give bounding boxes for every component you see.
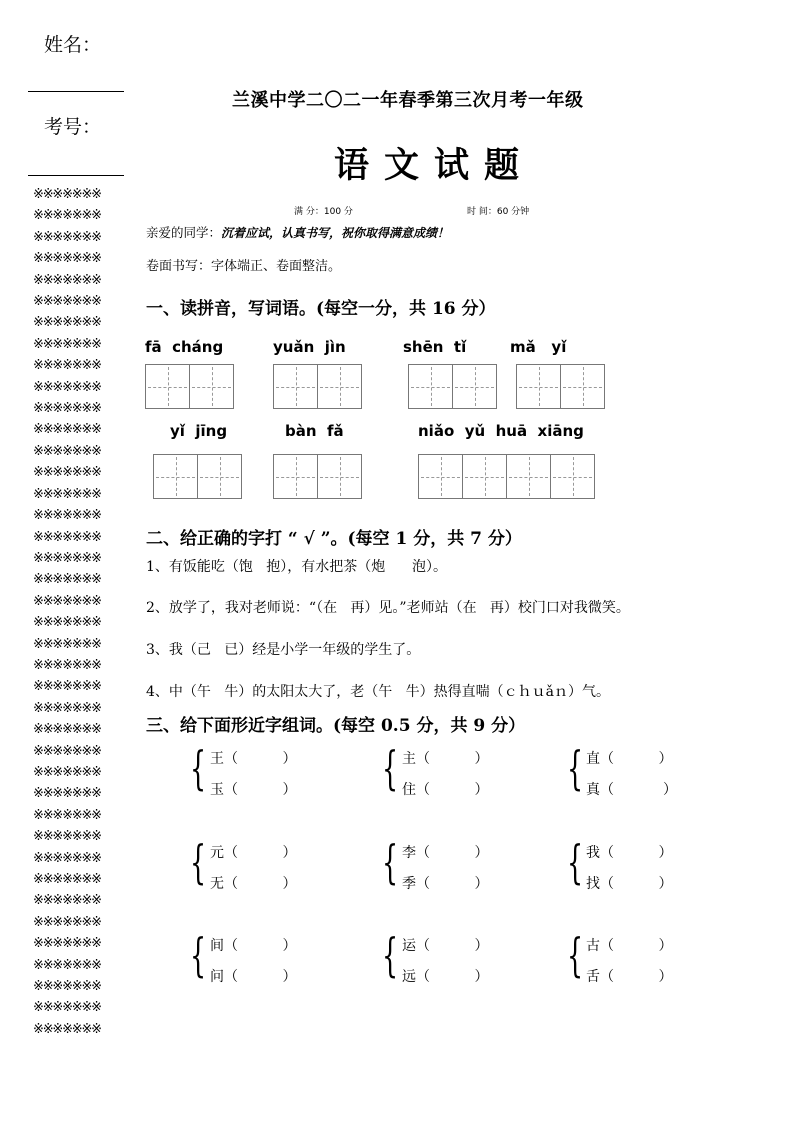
section1-title: 一、读拼音，写词语。(每空一分，共 16 分） [146,299,496,319]
greeting [146,223,449,241]
word-blank[interactable]: 住（ ） [402,782,489,798]
pinyin-2: yuǎn jìn [273,338,346,356]
writing-boxes-5[interactable] [153,454,241,499]
writing-cell[interactable] [462,454,507,499]
pinyin-1: fā cháng [145,338,224,356]
pinyin-3: shēn tǐ [403,338,467,356]
seal-line-marks: ※※※※※※※ ※※※※※※※ ※※※※※※※ ※※※※※※※ ※※※※※※※ ※※※※※※※ ※※※※※※※ ※※※※※※※ ※※※※※※※ ※※※※※※※ ※※※※※※※ ※※※※※※※ ※※※※※※※ ※※※※※※※ ※※※※※※※ ※※※※※※※ ※※※※※※※ ※※※※※※※ ※※※※※※※ ※※※※※※※ ※※※※※※※ ※※※※※※※ ※※※※※※※ ※※※※※※※ ※※※※※※※ ※※※※※※※ ※※※※※※※ ※※※※※※※ ※※※※※※※ ※※※※※※※ ※※※※※※※ ※※※※※※※ ※※※※※※※ ※※※※※※※ ※※※※※※※ ※※※※※※※ ※※※※※※※ ※※※※※※※ ※※※※※※※ ※※※※※※※ [33,187,101,1037]
exam-id-line[interactable] [28,175,124,176]
brace: { [382,741,399,795]
writing-boxes-1[interactable] [145,364,233,409]
writing-cell[interactable] [317,364,362,409]
exam-id-label: 考号： [44,116,102,138]
word-blank[interactable]: 舌（ ） [586,969,673,985]
section2-title: 二、给正确的字打 “ √ ”。(每空 1 分，共 7 分） [146,529,522,549]
brace: { [190,741,207,795]
word-blank[interactable]: 真（ ） [586,782,677,798]
writing-cell[interactable] [408,364,453,409]
writing-boxes-4[interactable] [516,364,604,409]
writing-boxes-2[interactable] [273,364,361,409]
word-blank[interactable]: 王（ ） [210,751,297,767]
word-blank[interactable]: 间（ ） [210,938,297,954]
writing-boxes-7[interactable] [418,454,594,499]
writing-cell[interactable] [273,364,318,409]
word-blank[interactable]: 玉（ ） [210,782,297,798]
writing-cell[interactable] [189,364,234,409]
word-blank[interactable]: 季（ ） [402,876,489,892]
writing-cell[interactable] [145,364,190,409]
brace: { [567,741,584,795]
greeting-lead: 亲爱的同学： [146,225,222,240]
writing-boxes-6[interactable] [273,454,361,499]
school-title: 兰溪中学二〇二一年春季第三次月考一年级 [232,90,584,111]
writing-cell[interactable] [317,454,362,499]
pinyin-4: mǎ yǐ [510,338,567,356]
neatness-note: 卷面书写：字体端正、卷面整洁。 [146,259,342,274]
word-blank[interactable]: 找（ ） [586,876,673,892]
word-blank[interactable]: 无（ ） [210,876,297,892]
name-line[interactable] [28,91,124,92]
brace: { [382,835,399,889]
brace: { [190,835,207,889]
page-title: 语文试题 [334,145,535,186]
pinyin-6: bàn fǎ [285,422,344,440]
word-blank[interactable]: 我（ ） [586,845,673,861]
pinyin-7: niǎo yǔ huā xiāng [418,422,584,440]
word-blank[interactable]: 李（ ） [402,845,489,861]
word-blank[interactable]: 元（ ） [210,845,297,861]
word-blank[interactable]: 远（ ） [402,969,489,985]
question-2-2: 2、放学了，我对老师说：“（在 再）见。”老师站（在 再）校门口对我微笑。 [146,600,630,616]
question-2-1: 1、有饭能吃（饱 抱），有水把茶（炮 泡）。 [146,559,447,575]
word-blank[interactable]: 运（ ） [402,938,489,954]
word-blank[interactable]: 主（ ） [402,751,489,767]
word-blank[interactable]: 直（ ） [586,751,673,767]
writing-cell[interactable] [550,454,595,499]
writing-cell[interactable] [418,454,463,499]
brace: { [567,928,584,982]
full-score: 满 分：100 分 [294,207,353,217]
writing-cell[interactable] [197,454,242,499]
exam-time: 时 间：60 分钟 [467,207,530,217]
question-2-4: 4、中（午 牛）的太阳太大了，老（午 牛）热得直喘（ｃｈｕǎｎ）气。 [146,684,610,700]
writing-cell[interactable] [560,364,605,409]
brace: { [567,835,584,889]
section3-title: 三、给下面形近字组词。(每空 0.5 分，共 9 分） [146,716,526,736]
writing-boxes-3[interactable] [408,364,496,409]
question-2-3: 3、我（己 已）经是小学一年级的学生了。 [146,642,421,658]
pinyin-5: yǐ jīng [170,422,228,440]
writing-cell[interactable] [273,454,318,499]
name-label: 姓名： [44,34,102,56]
brace: { [382,928,399,982]
writing-cell[interactable] [452,364,497,409]
brace: { [190,928,207,982]
word-blank[interactable]: 古（ ） [586,938,673,954]
word-blank[interactable]: 问（ ） [210,969,297,985]
greeting-wish: 沉着应试，认真书写，祝你取得满意成绩！ [221,226,450,240]
writing-cell[interactable] [506,454,551,499]
writing-cell[interactable] [516,364,561,409]
writing-cell[interactable] [153,454,198,499]
